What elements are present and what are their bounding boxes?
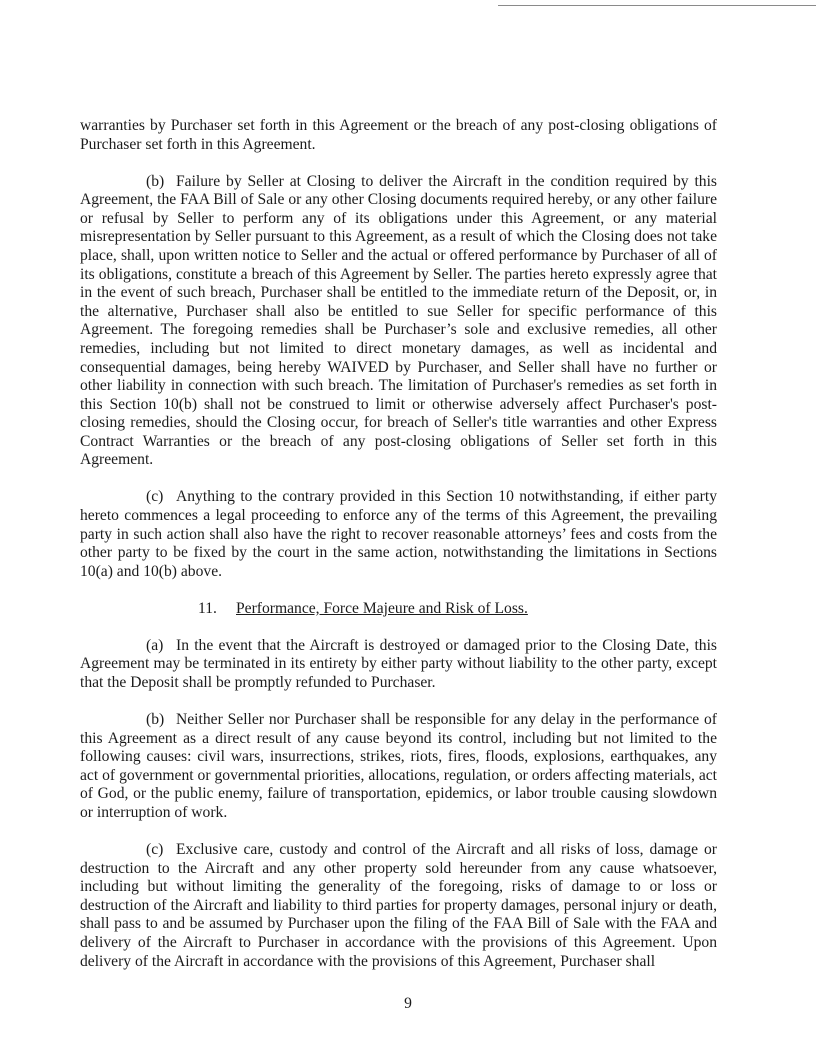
paragraph-label: (b)	[146, 172, 165, 190]
paragraph-11b	[80, 711, 717, 823]
paragraph-text: warranties by Purchaser set forth in this Agreement or the breach of any post-closing obligations of Purchaser set forth in this Agreement.	[80, 117, 717, 153]
paragraph-text: Neither Seller nor Purchaser shall be responsible for any delay in the performance of this Agreement as a direct result of any cause beyond its control, including but not limited to the following causes: civil wars, insurrections, strikes, riots, fires, floods, explosions, earthquakes, any act of government or governmental priorities, allocations, regulation, or orders affecting materials, act of God, or the public enemy, failure of transportation, epidemics, or labor trouble causing slowdown or interruption of work.	[80, 710, 717, 821]
paragraph-label: (b)	[146, 710, 165, 728]
top-edge-rule	[498, 5, 816, 6]
paragraph-10c	[80, 488, 717, 581]
paragraph-text: Anything to the contrary provided in this Section 10 notwithstanding, if either party hereto commences a legal proceeding to enforce any of the terms of this Agreement, the prevailing party in such action shall also have the right to recover reasonable attorneys’ fees and costs from the other party to be fixed by the court in the same action, notwithstanding the limitations in Sections 10(a) and 10(b) above.	[80, 488, 717, 580]
paragraph-continuation	[80, 117, 717, 154]
paragraph-label: (c)	[146, 488, 164, 506]
section-heading	[80, 600, 717, 619]
paragraph-text: Exclusive care, custody and control of the Aircraft and all risks of loss, damage or destruction to the Aircraft and any other property sold hereunder from any cause whatsoever, including but without limiting the generality of the foregoing, risks of damage to or loss or destruction of the Aircraft and liability to third parties for property damages, personal injury or death, shall pass to and be assumed by Purchaser upon the filing of the FAA Bill of Sale with the FAA and delivery of the Aircraft to Purchaser in accordance with the provisions of this Agreement. Upon delivery of the Aircraft in accordance with the provisions of this Agreement, Purchaser shall	[80, 840, 717, 970]
paragraph-label: (a)	[146, 636, 164, 654]
paragraph-label: (c)	[146, 840, 164, 858]
section-title: Performance, Force Majeure and Risk of Loss.	[236, 599, 528, 617]
section-number: 11.	[198, 599, 217, 617]
paragraph-text: Failure by Seller at Closing to deliver the Aircraft in the condition required by this Agreement, the FAA Bill of Sale or any other Closing documents required hereby, or any other failure or refusal by Seller to perform any of its obligations under this Agreement, or any material misrepresentation by Seller pursuant to this Agreement, as a result of which the Closing does not take place, shall, upon written notice to Seller and the actual or offered performance by Purchaser of all of its obligations, constitute a breach of this Agreement by Seller. The parties hereto expressly agree that in the event of such breach, Purchaser shall be entitled to the immediate return of the Deposit, or, in the alternative, Purchaser shall also be entitled to sue Seller for specific performance of this Agreement. The foregoing remedies shall be Purchaser’s sole and exclusive remedies, all other remedies, including but not limited to direct monetary damages, as well as incidental and consequential damages, being hereby WAIVED by Purchaser, and Seller shall have no further or other liability in connection with such breach. The limitation of Purchaser's remedies as set forth in this Section 10(b) shall not be construed to limit or otherwise adversely affect Purchaser's post-closing remedies, should the Closing occur, for breach of Seller's title warranties and other Express Contract Warranties or the breach of any post-closing obligations of Seller set forth in this Agreement.	[80, 172, 717, 469]
paragraph-11a	[80, 637, 717, 693]
document-body	[80, 117, 717, 989]
paragraph-11c	[80, 841, 717, 971]
paragraph-text: In the event that the Aircraft is destroyed or damaged prior to the Closing Date, this Agreement may be terminated in its entirety by either party without liability to the other party, except that the Deposit shall be promptly refunded to Purchaser.	[80, 636, 717, 691]
paragraph-10b	[80, 173, 717, 471]
page-number: 9	[404, 995, 412, 1012]
